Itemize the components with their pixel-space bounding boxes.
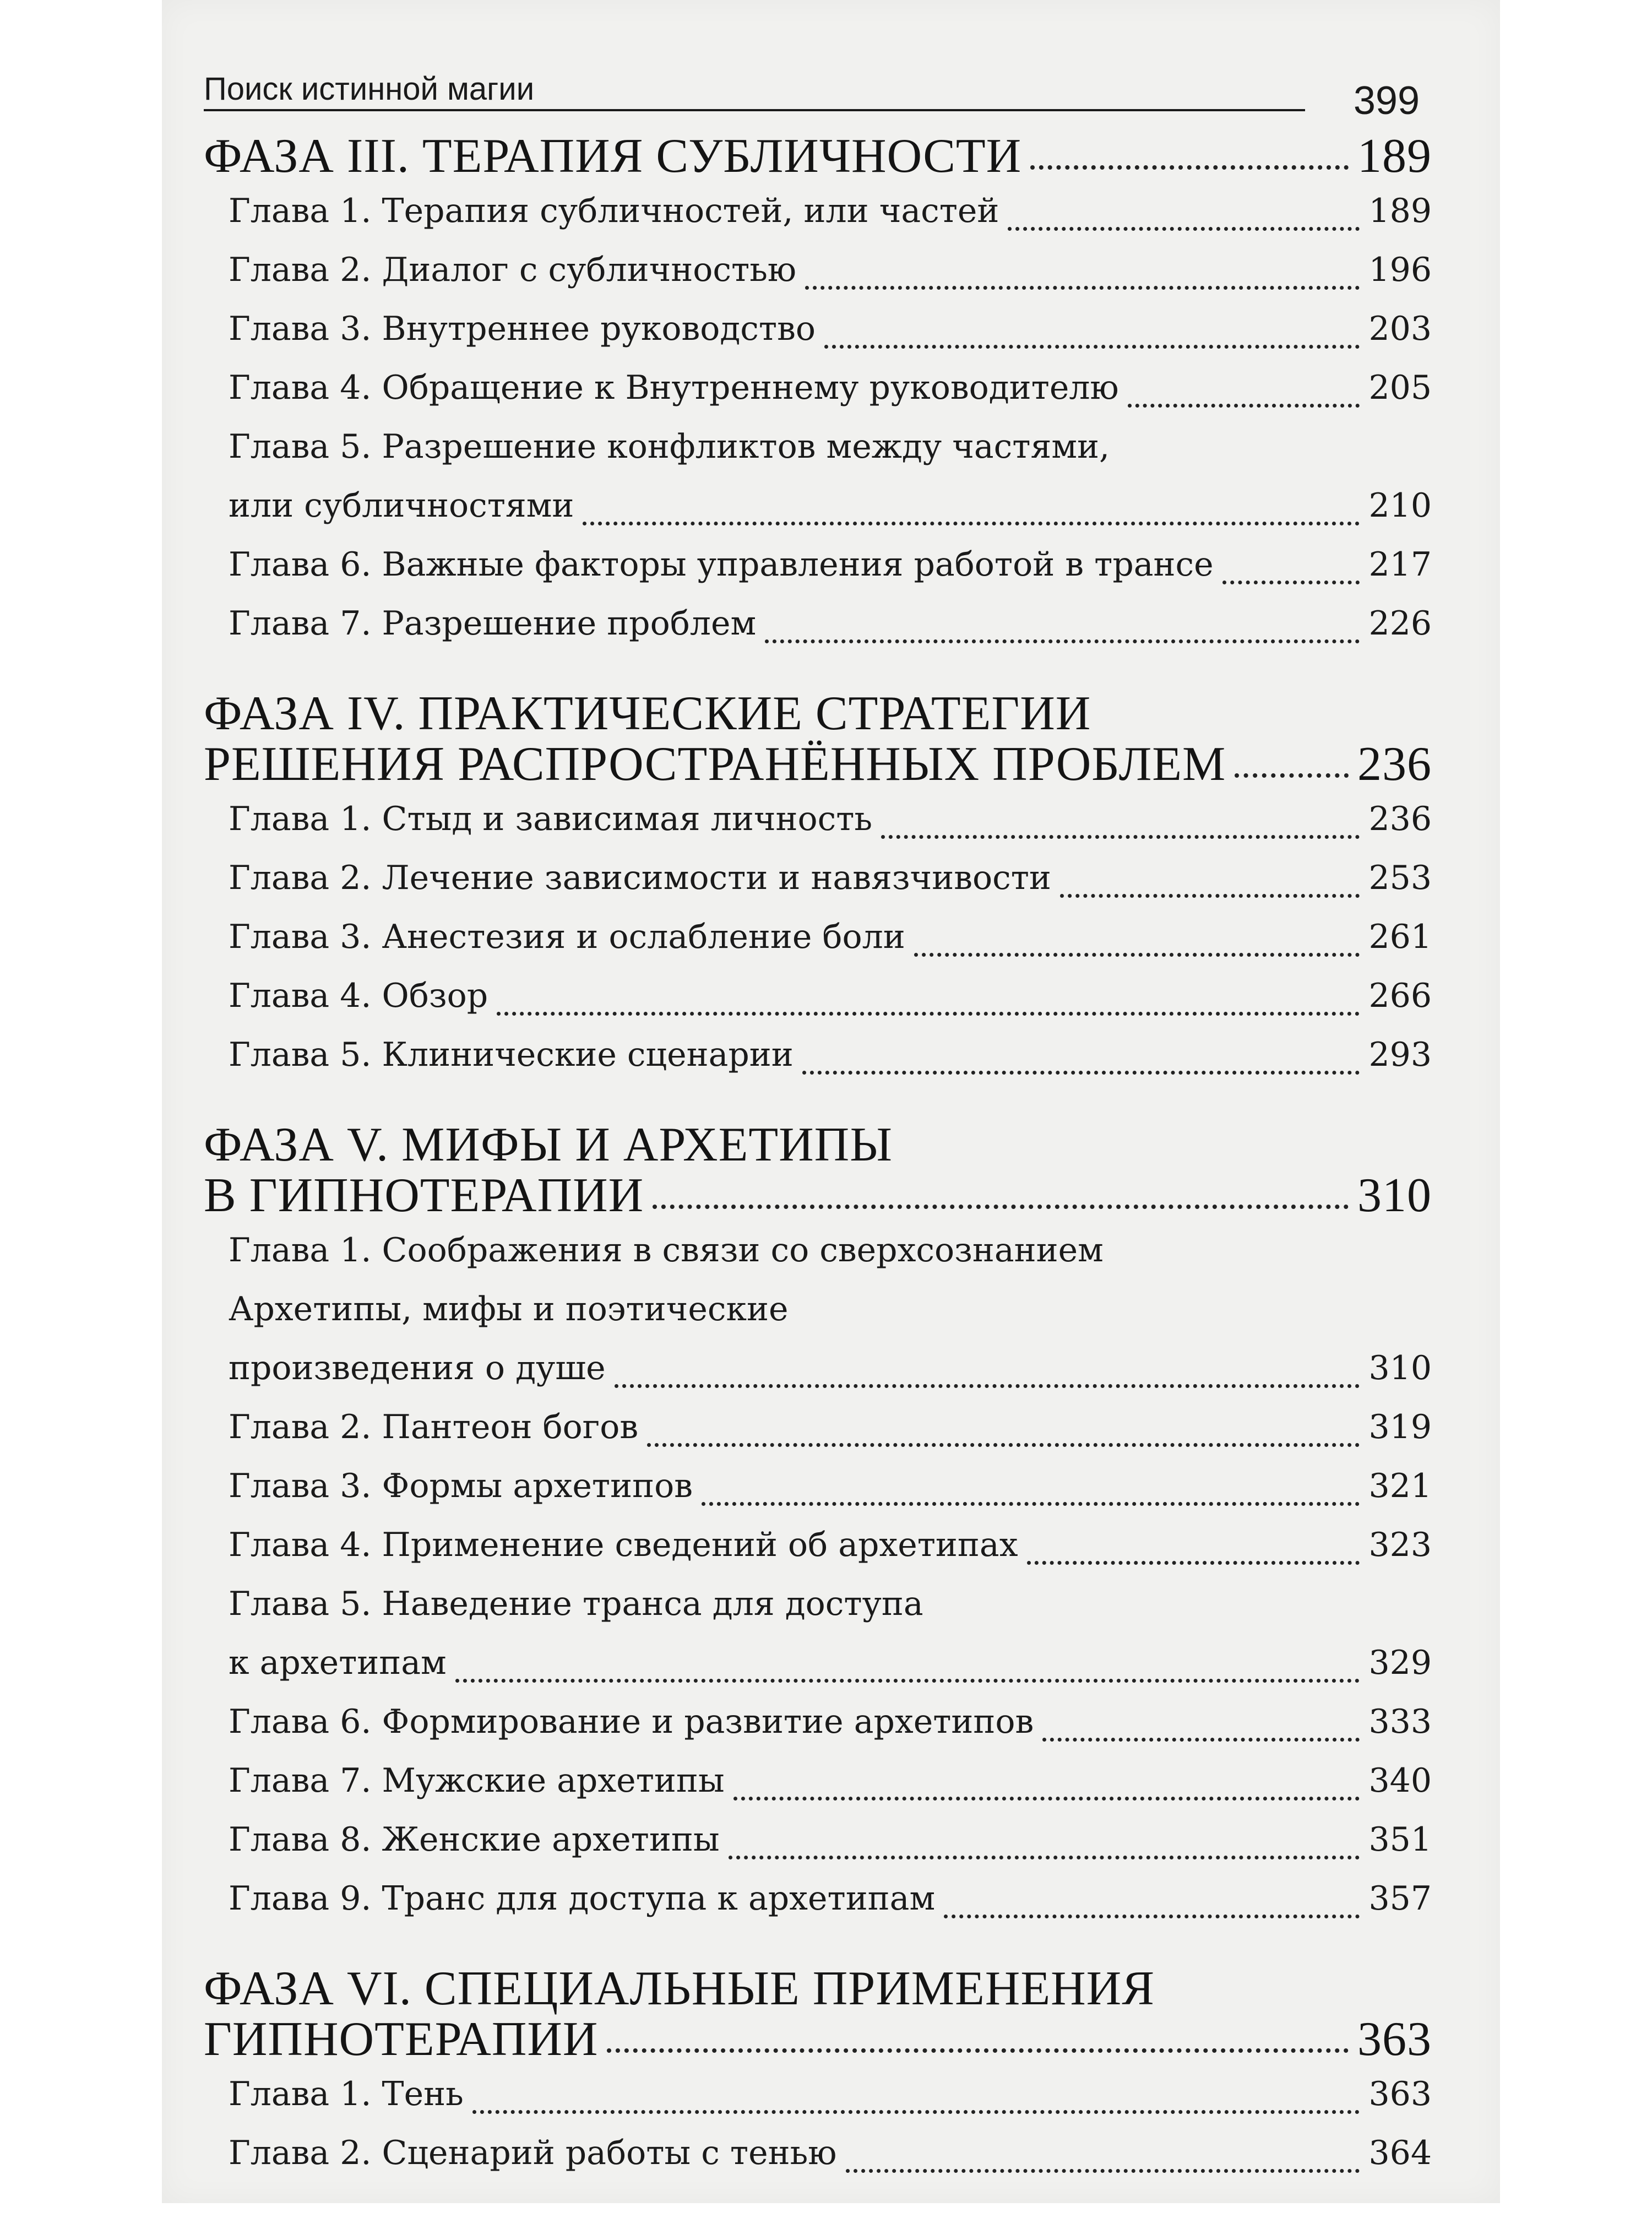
chapter-page-number: 329: [1368, 1644, 1432, 1682]
dot-leader: [846, 2169, 1360, 2173]
dot-leader: [733, 1797, 1360, 1801]
chapter-page-number: 196: [1368, 251, 1432, 289]
toc-chapter[interactable]: [204, 1751, 1432, 1810]
chapter-title: Глава 9. Транс для доступа к архетипам: [229, 1879, 936, 1918]
phase-title[interactable]: [204, 1120, 1432, 1221]
chapter-title: Глава 1. Терапия субличностей, или частей: [229, 192, 999, 230]
chapter-title: Глава 4. Обзор: [229, 977, 488, 1015]
chapter-page-number: 363: [1368, 2075, 1432, 2113]
dot-leader: [1128, 404, 1360, 408]
chapter-title: Глава 3. Формы архетипов: [229, 1467, 693, 1505]
chapter-title: Глава 3. Анестезия и ослабление боли: [229, 918, 905, 956]
phase-page-number: 236: [1357, 737, 1432, 791]
page-header: [204, 65, 1432, 123]
chapter-title: Глава 2. Пантеон богов: [229, 1408, 639, 1446]
toc-chapter[interactable]: [204, 1810, 1432, 1869]
toc-chapter[interactable]: [204, 417, 1432, 535]
phase-title-line: ФАЗА VI. СПЕЦИАЛЬНЫЕ ПРИМЕНЕНИЯ: [204, 1962, 1155, 2015]
toc-chapter[interactable]: [204, 1221, 1432, 1398]
toc-chapter[interactable]: [204, 594, 1432, 653]
dot-leader: [455, 1679, 1360, 1683]
chapter-title: Глава 4. Обращение к Внутреннему руководителю: [229, 368, 1119, 407]
chapter-page-number: 189: [1368, 192, 1432, 230]
toc-chapter[interactable]: [204, 182, 1432, 241]
phase-title-text: В ГИПНОТЕРАПИИ: [204, 1169, 644, 1222]
chapter-title: Глава 5. Клинические сценарии: [229, 1035, 794, 1074]
chapter-page-number: 310: [1368, 1349, 1432, 1387]
dot-leader: [1042, 1738, 1360, 1742]
phase-title-text: ГИПНОТЕРАПИИ: [204, 2013, 599, 2066]
chapter-title: Глава 7. Мужские архетипы: [229, 1761, 725, 1800]
toc-chapter[interactable]: [204, 849, 1432, 908]
chapter-page-number: 323: [1368, 1526, 1432, 1564]
dot-leader: [607, 2048, 1349, 2053]
dot-leader: [824, 345, 1360, 349]
dot-leader: [765, 639, 1360, 643]
dot-leader: [1222, 581, 1360, 584]
dot-leader: [944, 1915, 1360, 1918]
dot-leader: [1030, 165, 1349, 170]
chapter-page-number: 319: [1368, 1408, 1432, 1446]
chapter-title-line: Глава 1. Соображения в связи со сверхсознанием: [229, 1231, 1104, 1270]
phase-title[interactable]: [204, 1964, 1432, 2065]
phase-page-number: 189: [1357, 129, 1432, 183]
phase-title-text: РЕШЕНИЯ РАСПРОСТРАНЁННЫХ ПРОБЛЕМ: [204, 737, 1226, 791]
chapter-title-line: Глава 5. Наведение транса для доступа: [229, 1585, 923, 1623]
toc-phase: [204, 131, 1432, 653]
chapter-title: Глава 4. Применение сведений об архетипах: [229, 1526, 1018, 1564]
dot-leader: [702, 1502, 1360, 1506]
chapter-page-number: 261: [1368, 918, 1432, 956]
chapter-title: Глава 1. Тень: [229, 2075, 464, 2113]
chapter-title: или субличностями: [229, 486, 574, 525]
dot-leader: [1008, 227, 1360, 231]
running-title: Поиск истинной магии: [204, 71, 535, 107]
phase-title[interactable]: [204, 131, 1432, 182]
phase-title-text: ФАЗА III. ТЕРАПИЯ СУБЛИЧНОСТИ: [204, 129, 1022, 183]
chapter-title: Глава 7. Разрешение проблем: [229, 604, 757, 643]
toc-chapter[interactable]: [204, 1575, 1432, 1693]
toc-chapter[interactable]: [204, 300, 1432, 359]
dot-leader: [729, 1856, 1360, 1859]
dot-leader: [881, 835, 1360, 839]
toc-chapter[interactable]: [204, 967, 1432, 1026]
chapter-page-number: 333: [1368, 1702, 1432, 1741]
dot-leader: [1027, 1561, 1360, 1565]
toc-chapter[interactable]: [204, 1457, 1432, 1516]
dot-leader: [914, 953, 1360, 957]
toc-phase: [204, 1120, 1432, 1928]
toc-chapter[interactable]: [204, 535, 1432, 594]
toc-chapter[interactable]: [204, 1869, 1432, 1928]
chapter-page-number: 205: [1368, 368, 1432, 407]
dot-leader: [615, 1384, 1360, 1388]
phase-title-line: ФАЗА IV. ПРАКТИЧЕСКИЕ СТРАТЕГИИ: [204, 687, 1091, 740]
chapter-page-number: 340: [1368, 1761, 1432, 1800]
header-rule: [204, 109, 1305, 111]
chapter-page-number: 236: [1368, 800, 1432, 838]
toc-chapter[interactable]: [204, 241, 1432, 300]
chapter-page-number: 226: [1368, 604, 1432, 643]
chapter-page-number: 364: [1368, 2134, 1432, 2172]
chapter-page-number: 253: [1368, 859, 1432, 897]
chapter-page-number: 210: [1368, 486, 1432, 525]
dot-leader: [472, 2110, 1360, 2114]
toc-chapter[interactable]: [204, 2124, 1432, 2183]
chapter-title: произведения о душе: [229, 1349, 606, 1387]
toc-phase: [204, 688, 1432, 1084]
toc-chapter[interactable]: [204, 790, 1432, 849]
dot-leader: [583, 522, 1360, 525]
phase-title-line: ФАЗА V. МИФЫ И АРХЕТИПЫ: [204, 1118, 893, 1172]
chapter-page-number: 351: [1368, 1820, 1432, 1859]
chapter-page-number: 357: [1368, 1879, 1432, 1918]
chapter-title: Глава 8. Женские архетипы: [229, 1820, 720, 1859]
toc-chapter[interactable]: [204, 1398, 1432, 1457]
phase-page-number: 310: [1357, 1169, 1432, 1222]
dot-leader: [653, 1205, 1349, 1209]
phase-page-number: 363: [1357, 2013, 1432, 2066]
table-of-contents: [204, 131, 1432, 2218]
toc-phase: [204, 1964, 1432, 2183]
chapter-title-line: Архетипы, мифы и поэтические: [229, 1290, 789, 1328]
chapter-page-number: 203: [1368, 310, 1432, 348]
chapter-page-number: 321: [1368, 1467, 1432, 1505]
chapter-page-number: 293: [1368, 1035, 1432, 1074]
chapter-page-number: 266: [1368, 977, 1432, 1015]
dot-leader: [497, 1012, 1360, 1016]
chapter-page-number: 217: [1368, 545, 1432, 584]
chapter-title: Глава 3. Внутреннее руководство: [229, 310, 816, 348]
chapter-title: Глава 6. Важные факторы управления работой в трансе: [229, 545, 1214, 584]
chapter-title: Глава 6. Формирование и развитие архетипов: [229, 1702, 1034, 1741]
toc-chapter[interactable]: [204, 1026, 1432, 1084]
dot-leader: [802, 1071, 1360, 1075]
toc-chapter[interactable]: [204, 1516, 1432, 1575]
chapter-title: Глава 2. Диалог с субличностью: [229, 251, 797, 289]
dot-leader: [1235, 773, 1349, 778]
phase-title[interactable]: [204, 688, 1432, 790]
toc-chapter[interactable]: [204, 2065, 1432, 2124]
chapter-title: Глава 1. Стыд и зависимая личность: [229, 800, 873, 838]
toc-chapter[interactable]: [204, 908, 1432, 967]
chapter-title: Глава 2. Сценарий работы с тенью: [229, 2134, 837, 2172]
toc-chapter[interactable]: [204, 359, 1432, 417]
toc-chapter[interactable]: [204, 1693, 1432, 1751]
chapter-title-line: Глава 5. Разрешение конфликтов между частями,: [229, 427, 1110, 466]
dot-leader: [647, 1443, 1360, 1447]
dot-leader: [1060, 894, 1360, 898]
page-number: 399: [1353, 79, 1420, 123]
chapter-title: Глава 2. Лечение зависимости и навязчивости: [229, 859, 1051, 897]
dot-leader: [805, 286, 1360, 290]
chapter-title: к архетипам: [229, 1644, 447, 1682]
